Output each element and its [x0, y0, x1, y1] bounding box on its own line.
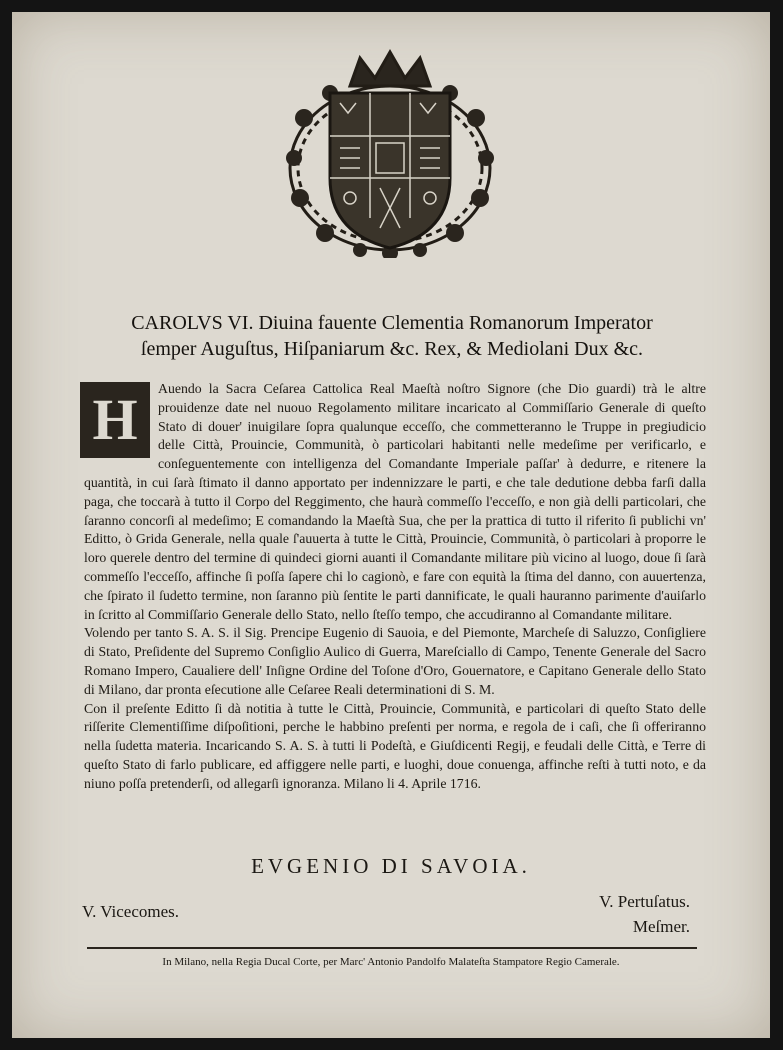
edict-sheet	[12, 12, 770, 1038]
governor-signature: EVGENIO DI SAVOIA.	[251, 854, 531, 878]
countersign-right-2: Meſmer.	[632, 917, 690, 936]
countersign-right-1: V. Pertuſatus.	[599, 892, 690, 911]
printer-imprint: In Milano, nella Regia Ducal Corte, per Marc' Antonio Pandolfo Malateſta Stampatore Regio Camerale.	[162, 956, 620, 968]
paragraph-1: Auendo la Sacra Ceſarea Cattolica Real Maeſtà noſtro Signore (che Dio guardi) trà le altre prouidenze date nel nuouo Regolamento militare incaricato al Commiſſario Generale di queſto Stato di douer' inuigilare ſopra qualunque ecceſſo, che commetteranno le Truppe in pregiudicio delle Città, Prouincie, Communità, ò particolari habitanti nelle medeſime per verificarlo, e conſeguentemente con intelligenza del Comandante Imperiale paſſar' à dedurre, e ritenere la quantità, in cui ſarà ſtimato il danno apportato per indennizzare le parti, e che tale dedutione debba farſi dalla paga, che toccarà à tutto il Corpo del Reggimento, che haurà commeſſo l'ecceſſo, e non già delli particolari, che ſaranno concorſi al medeſimo; E comandando la Maeſtà Sua, che per la prattica di tutto il riferito ſi publichi vn' Editto, ò Grida Generale, nella quale ſ'auuerta à tutte le Città, Prouincie, Communità, ò particolari à proporre le loro querele dentro del termine di quindeci giorni auanti il Comandante militare più vicino al luogo, doue ſi ſarà commeſſo l'ecceſſo, affinche ſi poſſa ſapere chi lo cagionò, e fare con equità la ſtima del danno, con auuertenza, che ſpirato il ſudetto termine, non ſaranno più ſentite le parti dannificate, le quali hauranno parimente d'auiſarlo in ſcritto al Commiſſario Generale dello Stato, nello ſteſſo tempo, che accudiranno al Comandante militare.	[84, 381, 706, 622]
paragraph-2: Volendo per tanto S. A. S. il Sig. Prencipe Eugenio di Sauoia, e del Piemonte, Marcheſe di Saluzzo, Conſigliere di Stato, Preſidente del Supremo Conſiglio Aulico di Guerra, Mareſciallo di Campo, Tenente Generale del Sacro Romano Impero, Caualiere dell' Inſigne Ordine del Toſone d'Oro, Gouernatore, e Capitano Generale dello Stato di Milano, dar pronta eſecutione alle Ceſaree Reali determinationi di S. M.	[84, 625, 706, 697]
divider-rule	[87, 947, 697, 949]
imperial-coat-of-arms-icon	[280, 48, 500, 258]
edict-title-line2: ſemper Auguſtus, Hiſpaniarum &c. Rex, & Mediolani Dux &c.	[140, 338, 644, 360]
edict-body	[84, 380, 706, 794]
edict-title-line1: CAROLVS VI. Diuina fauente Clementia Romanorum Imperator	[131, 312, 653, 334]
paragraph-3: Con il preſente Editto ſi dà notitia à tutte le Città, Prouincie, Communità, e particolari di queſto Stato delle riſſerite Clementiſſime diſpoſitioni, perche le habbino preſenti per norma, e regola de i caſi, che ſi offeriranno nella ſudetta materia. Incaricando S. A. S. à tutti li Podeſtà, e Giuſdicenti Regij, e feudali delle Città, e Terre di queſto Stato di farlo publicare, ed affiggere nelle parti, e luoghi, doue conuenga, affinche reſti à tutti noto, e da niuno poſſa pretenderſi, od allegarſi ignoranza. Milano li 4. Aprile 1716.	[84, 700, 706, 791]
countersign-left: V. Vicecomes.	[82, 902, 180, 921]
decorated-initial: H	[80, 382, 150, 458]
